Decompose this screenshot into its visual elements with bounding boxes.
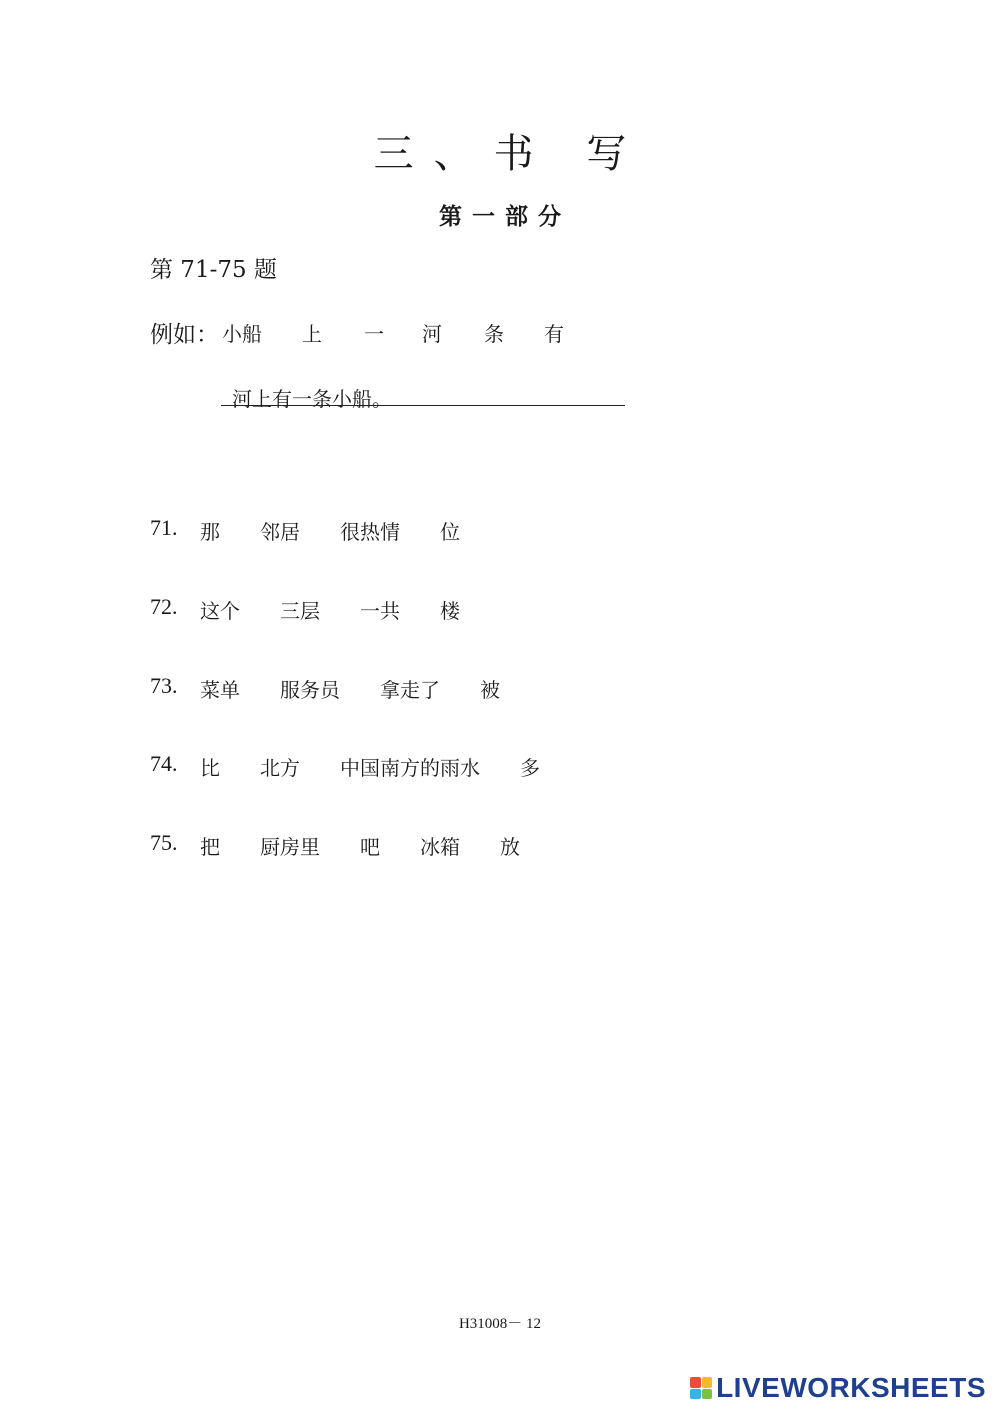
answer-underline [221,405,625,406]
question-number: 72. [150,594,178,619]
word-token: 把 [200,835,220,859]
section-subtitle: 第一部分 [439,203,571,230]
word-token: 河 [422,322,442,346]
word-token: 北方 [260,756,300,780]
word-token: 多 [520,756,540,780]
question-number: 75. [150,830,178,855]
word-token: 菜单 [200,678,240,702]
word-token: 三层 [280,599,320,623]
word-token: 厨房里 [260,835,320,859]
word-token: 位 [440,520,460,544]
word-token: 小船 [222,322,262,346]
word-token: 拿走了 [380,678,440,702]
word-token: 有 [544,322,564,346]
question-number: 74. [150,751,178,776]
word-token: 被 [480,678,500,702]
word-token: 放 [500,835,520,859]
word-token: 上 [302,322,322,346]
example-label: 例如： [150,322,219,348]
example-answer: 河上有一条小船。 [232,387,392,411]
word-token: 一共 [360,599,400,623]
word-token: 那 [200,520,220,544]
liveworksheets-brand[interactable] [690,1372,986,1404]
word-token: 冰箱 [420,835,460,859]
word-token: 这个 [200,599,240,623]
word-token: 邻居 [260,520,300,544]
word-token: 楼 [440,599,460,623]
word-token: 很热情 [340,520,400,544]
question-range: 第 71-75 题 [150,257,277,283]
page-footer: H31008－ 12 [458,1316,542,1332]
logo-square [702,1377,713,1388]
word-token: 一 [364,322,384,346]
liveworksheets-logo-icon [690,1377,712,1399]
logo-square [690,1377,701,1388]
word-token: 吧 [360,835,380,859]
page-title: 三、书 写 [373,131,647,177]
word-token: 条 [484,322,504,346]
question-number: 71. [150,515,178,540]
logo-square [702,1389,713,1400]
brand-text: LIVEWORKSHEETS [716,1372,986,1403]
question-number: 73. [150,673,178,698]
word-token: 服务员 [280,678,340,702]
word-token: 中国南方的雨水 [340,756,480,780]
logo-square [690,1389,701,1400]
word-token: 比 [200,756,220,780]
